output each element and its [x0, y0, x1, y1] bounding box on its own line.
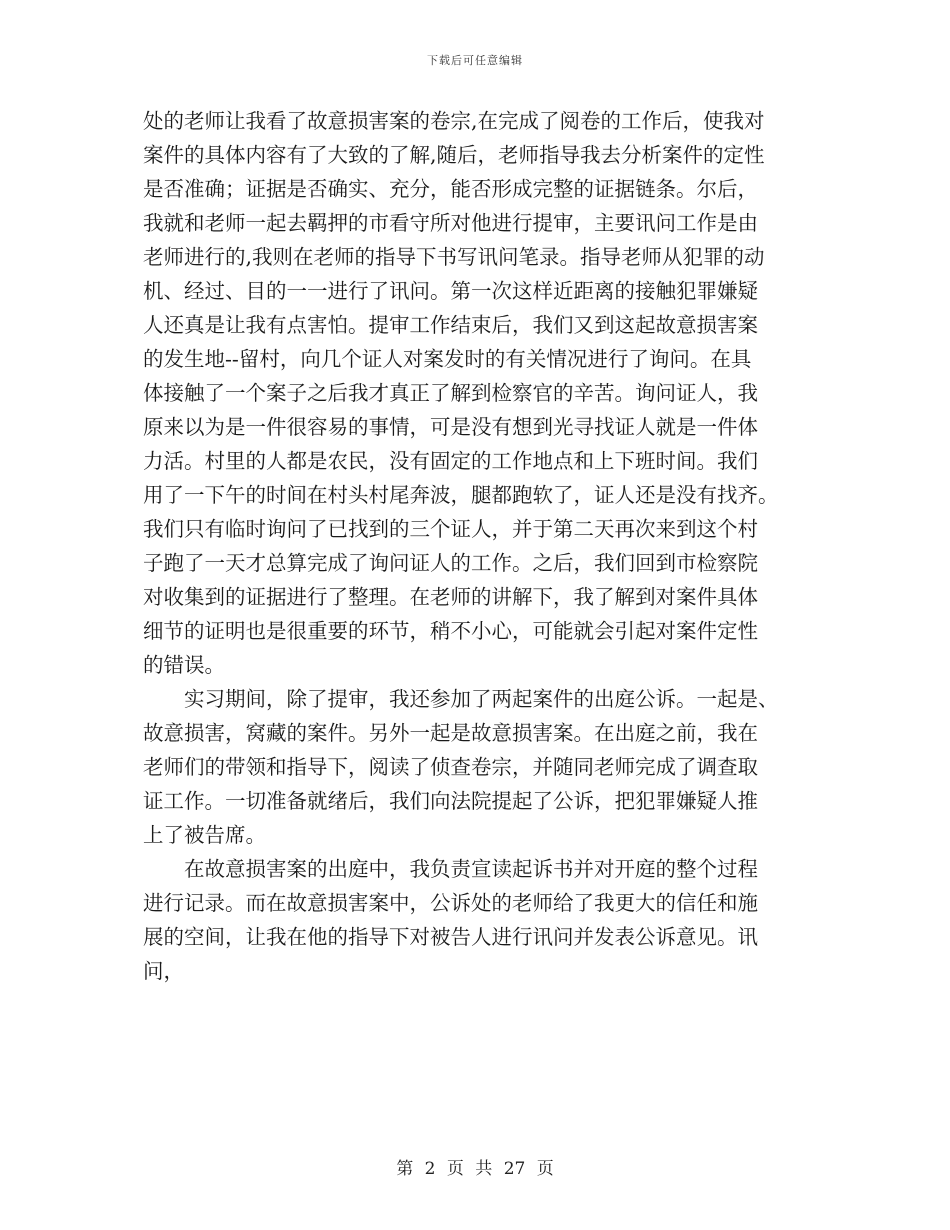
text-line: 处的老师让我看了故意损害案的卷宗,在完成了阅卷的工作后，使我对	[143, 109, 765, 133]
text-line: 展的空间，让我在他的指导下对被告人进行讯问并发表公诉意见。讯	[143, 925, 758, 949]
text-line: 故意损害，窝藏的案件。另外一起是故意损害案。在出庭之前，我在	[143, 721, 758, 745]
text-line: 原来以为是一件很容易的事情，可是没有想到光寻找证人就是一件体	[143, 415, 758, 439]
text-line: 用了一下午的时间在村头村尾奔波，腿都跑软了，证人还是没有找齐。	[143, 483, 779, 507]
text-line: 在故意损害案的出庭中，我负责宣读起诉书并对开庭的整个过程	[143, 857, 758, 881]
text-line: 对收集到的证据进行了整理。在老师的讲解下，我了解到对案件具体	[143, 585, 758, 609]
page-number-footer: 第 2 页 共 27 页	[396, 1159, 554, 1179]
paragraph-1	[143, 104, 808, 682]
page-header: 下载后可任意编辑	[427, 54, 523, 67]
text-line: 力活。村里的人都是农民，没有固定的工作地点和上下班时间。我们	[143, 449, 758, 473]
text-line: 细节的证明也是很重要的环节，稍不小心，可能就会引起对案件定性	[143, 619, 758, 643]
text-line: 实习期间，除了提审，我还参加了两起案件的出庭公诉。一起是、	[143, 687, 779, 711]
text-line: 我就和老师一起去羁押的市看守所对他进行提审，主要讯问工作是由	[143, 211, 758, 235]
text-line: 是否准确；证据是否确实、充分，能否形成完整的证据链条。尔后，	[143, 177, 758, 201]
text-line: 体接触了一个案子之后我才真正了解到检察官的辛苦。询问证人，我	[143, 381, 758, 405]
text-line: 案件的具体内容有了大致的了解,随后，老师指导我去分析案件的定性	[143, 143, 765, 167]
paragraph-2	[143, 682, 808, 852]
text-line: 上了被告席。	[143, 823, 266, 847]
text-line: 人还真是让我有点害怕。提审工作结束后，我们又到这起故意损害案	[143, 313, 758, 337]
text-line: 机、经过、目的一一进行了讯问。第一次这样近距离的接触犯罪嫌疑	[143, 279, 758, 303]
text-line: 的错误。	[143, 653, 225, 677]
text-line: 的发生地--留村，向几个证人对案发时的有关情况进行了询问。在具	[143, 347, 752, 371]
text-line: 问，	[143, 959, 184, 983]
text-line: 我们只有临时询问了已找到的三个证人，并于第二天再次来到这个村	[143, 517, 758, 541]
text-line: 进行记录。而在故意损害案中，公诉处的老师给了我更大的信任和施	[143, 891, 758, 915]
text-line: 证工作。一切准备就绪后，我们向法院提起了公诉，把犯罪嫌疑人推	[143, 789, 758, 813]
text-line: 老师们的带领和指导下，阅读了侦查卷宗，并随同老师完成了调查取	[143, 755, 758, 779]
document-body	[143, 104, 808, 988]
text-line: 老师进行的,我则在老师的指导下书写讯问笔录。指导老师从犯罪的动	[143, 245, 765, 269]
paragraph-3	[143, 852, 808, 988]
text-line: 子跑了一天才总算完成了询问证人的工作。之后，我们回到市检察院	[143, 551, 758, 575]
